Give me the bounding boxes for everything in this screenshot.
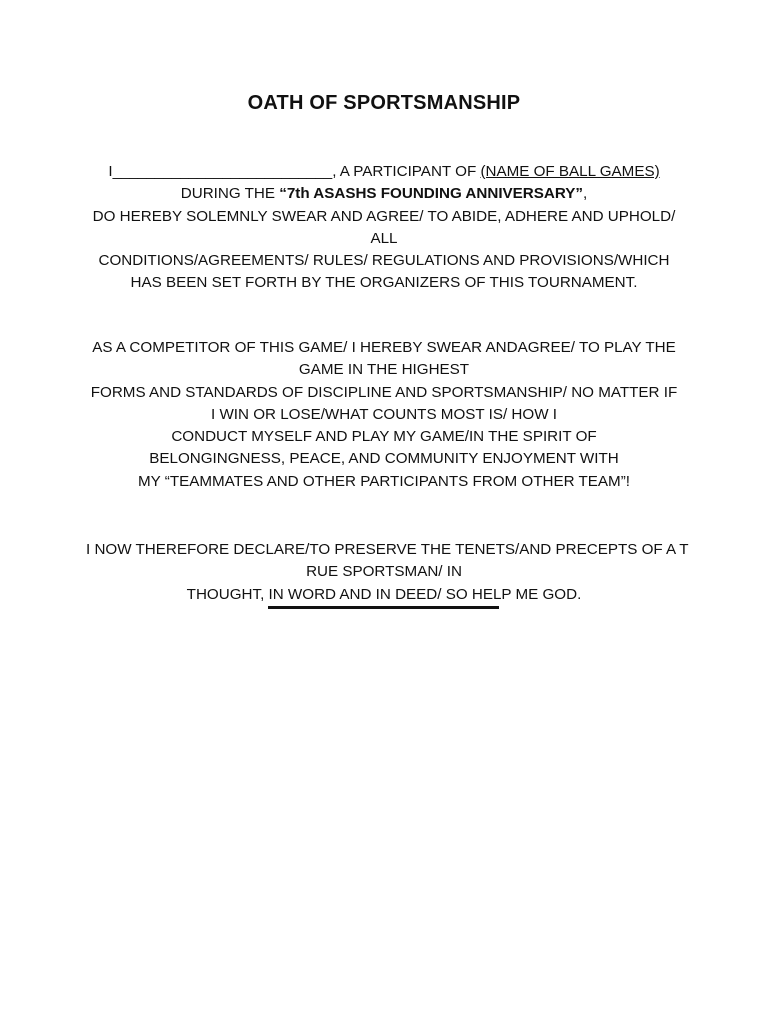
paragraph-2-line-2: GAME IN THE HIGHEST	[298, 361, 470, 379]
paragraph-1-line-3: DO HEREBY SOLEMNLY SWEAR AND AGREE/ TO ABIDE, ADHERE AND UPHOLD/	[92, 207, 676, 225]
paragraph-2-line-6: BELONGINGNESS, PEACE, AND COMMUNITY ENJOYMENT WITH	[149, 450, 619, 468]
paragraph-3-line-2: RUE SPORTSMAN/ IN	[306, 563, 462, 581]
paragraph-2-line-4: I WIN OR LOSE/WHAT COUNTS MOST IS/ HOW I	[211, 405, 557, 423]
document-title: OATH OF SPORTSMANSHIP	[247, 92, 521, 114]
paragraph-2-line-5: CONDUCT MYSELF AND PLAY MY GAME/IN THE SPIRIT OF	[171, 428, 597, 446]
ball-game-name-placeholder: (NAME OF BALL GAMES)	[480, 163, 660, 180]
paragraph-2-line-1: AS A COMPETITOR OF THIS GAME/ I HEREBY SWEAR ANDAGREE/ TO PLAY THE	[92, 339, 676, 356]
oath-paragraph-3	[86, 539, 689, 606]
during-the-text: DURING THE	[180, 185, 280, 203]
paragraph-2-line-3: FORMS AND STANDARDS OF DISCIPLINE AND SPORTSMANSHIP/ NO MATTER IF	[90, 383, 678, 401]
paragraph-3-line-3: THOUGHT, IN WORD AND IN DEED/ SO HELP ME GOD.	[186, 585, 582, 603]
paragraph-3-line-1: I NOW THEREFORE DECLARE/TO PRESERVE THE TENETS/AND PRECEPTS OF A T	[86, 541, 689, 558]
event-name: “7th ASASHS FOUNDING ANNIVERSARY”	[279, 185, 583, 203]
paragraph-1-line-2	[86, 183, 682, 205]
paragraph-1-line-6: HAS BEEN SET FORTH BY THE ORGANIZERS OF THIS TOURNAMENT.	[130, 274, 638, 292]
oath-paragraph-2	[86, 337, 682, 493]
participant-name-blank: I__________________________, A PARTICIPANT OF	[108, 163, 481, 180]
event-name-comma: ,	[583, 185, 588, 203]
paragraph-1-line-5: CONDITIONS/AGREEMENTS/ RULES/ REGULATIONS AND PROVISIONS/WHICH	[98, 252, 670, 270]
paragraph-1-line-1	[86, 161, 682, 183]
signature-line	[268, 606, 499, 609]
oath-paragraph-1	[86, 161, 682, 295]
paragraph-2-line-7: MY “TEAMMATES AND OTHER PARTICIPANTS FROM OTHER TEAM”!	[138, 472, 630, 490]
paragraph-1-line-4: ALL	[370, 229, 398, 247]
